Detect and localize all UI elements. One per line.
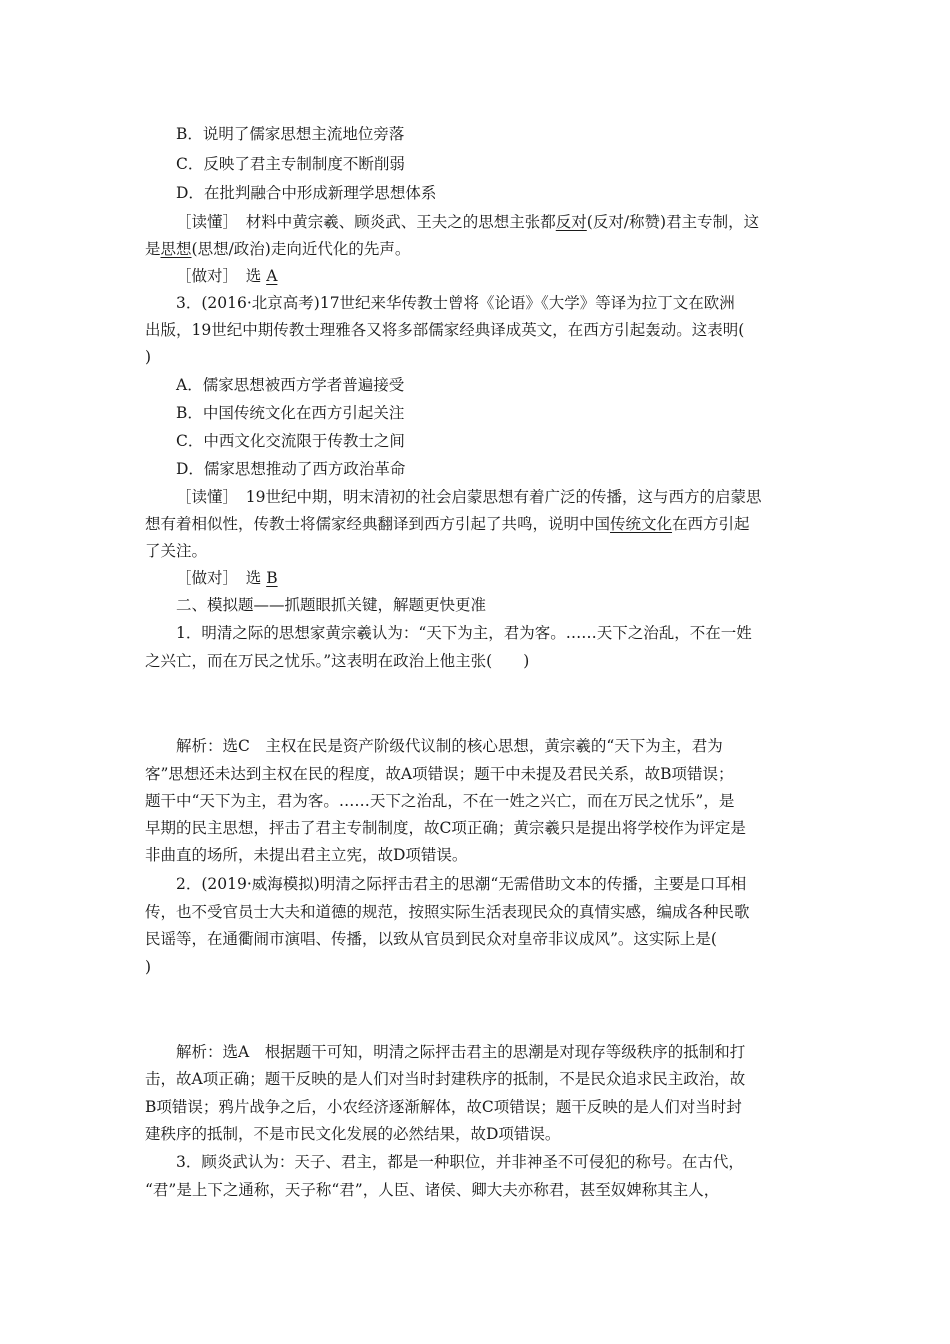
q3-answer-label: ［做对］ 选 [176,569,267,587]
q2-option-d: D．在批判融合中形成新理学思想体系 [176,184,437,202]
q3-stem-line-1: 3．(2016·北京高考)17世纪来华传教士曾将《论语》《大学》等译为拉丁文在欧洲 [176,294,735,312]
s2q1-stem-line-1: 1．明清之际的思想家黄宗羲认为：“天下为主，君为客。……天下之治乱，不在一姓 [176,624,752,642]
q2-read-line-1 [176,212,759,232]
q2-read-line-2 [145,239,410,259]
q3-stem-line-3: ) [145,348,152,366]
q2-read-text: ［读懂］ 材料中黄宗羲、顾炎武、王夫之的思想主张都 [176,213,556,231]
s2q2-analysis-line-3: B项错误；鸦片战争之后，小农经济逐渐解体，故C项错误；题干反映的是人们对当时封 [145,1098,742,1116]
s2q1-analysis-line-2: 客”思想还未达到主权在民的程度，故A项错误；题干中未提及君民关系，故B项错误； [145,765,734,783]
q3-answer-value: B [266,569,278,587]
s2q2-stem-line-3: 民谣等，在通衢闹市演唱、传播，以致从官员到民众对皇帝非议成风”。这实际上是( [145,930,717,948]
q3-read-line-1: ［读懂］ 19世纪中期，明末清初的社会启蒙思想有着广泛的传播，这与西方的启蒙思 [176,488,762,506]
q3-option-b: B．中国传统文化在西方引起关注 [176,404,405,422]
q3-option-d: D．儒家思想推动了西方政治革命 [176,460,406,478]
s2q2-stem-line-4: ) [145,958,152,976]
q2-read-text: 是 [145,240,161,258]
q2-option-b: B．说明了儒家思想主流地位旁落 [176,125,405,143]
section-2-title: 二、模拟题——抓题眼抓关键，解题更快更准 [176,596,487,614]
q2-option-c: C．反映了君主专制制度不断削弱 [176,155,405,173]
s2q1-stem-line-2: 之兴亡，而在万民之忧乐。”这表明在政治上他主张( ) [145,652,530,670]
q3-option-c: C．中西文化交流限于传教士之间 [176,432,405,450]
q3-read-answer-underlined: 传统文化 [610,515,673,533]
q3-read-line-3: 了关注。 [145,542,208,560]
q2-read-answer-underlined: 思想 [160,240,192,258]
q2-answer-value: A [266,267,278,285]
s2q1-analysis-line-4: 早期的民主思想，抨击了君主专制制度，故C项正确；黄宗羲只是提出将学校作为评定是 [145,819,746,837]
q3-answer [176,568,278,588]
s2q2-stem-line-2: 传，也不受官员士大夫和道德的规范，按照实际生活表现民众的真情实感，编成各种民歌 [145,903,750,921]
s2q1-analysis-line-5: 非曲直的场所，未提出君主立宪，故D项错误。 [145,846,468,864]
q2-read-answer-underlined: 反对 [555,213,587,231]
q3-option-a: A．儒家思想被西方学者普遍接受 [176,376,405,394]
s2q3-stem-line-2: “君”是上下之通称，天子称“君”，人臣、诸侯、卿大夫亦称君，甚至奴婢称其主人， [145,1181,720,1199]
s2q2-stem-line-1: 2．(2019·威海模拟)明清之际抨击君主的思潮“无需借助文本的传播，主要是口耳相 [176,875,747,893]
q3-read-text: 在西方引起 [672,515,750,533]
s2q1-analysis-line-1: 解析：选C 主权在民是资产阶级代议制的核心思想，黄宗羲的“天下为主，君为 [176,737,723,755]
q2-read-text: (反对/称赞)君主专制，这 [586,213,760,231]
s2q2-analysis-line-4: 建秩序的抵制，不是市民文化发展的必然结果，故D项错误。 [145,1125,561,1143]
q2-answer-label: ［做对］ 选 [176,267,267,285]
s2q2-analysis-line-2: 击，故A项正确；题干反映的是人们对当时封建秩序的抵制，不是民众追求民主政治，故 [145,1070,746,1088]
q3-stem-line-2: 出版，19世纪中期传教士理雅各又将多部儒家经典译成英文，在西方引起轰动。这表明( [145,321,745,339]
q3-read-text: 想有着相似性，传教士将儒家经典翻译到西方引起了共鸣，说明中国 [145,515,611,533]
s2q3-stem-line-1: 3．顾炎武认为：天子、君主，都是一种职位，并非神圣不可侵犯的称号。在古代， [176,1153,744,1171]
q2-answer [176,266,277,286]
s2q1-analysis-line-3: 题干中“天下为主，君为客。……天下之治乱，不在一姓之兴亡，而在万民之忧乐”，是 [145,792,735,810]
q2-read-text: (思想/政治)走向近代化的先声。 [191,240,411,258]
s2q2-analysis-line-1: 解析：选A 根据题干可知，明清之际抨击君主的思潮是对现存等级秩序的抵制和打 [176,1043,746,1061]
q3-read-line-2 [145,514,750,534]
